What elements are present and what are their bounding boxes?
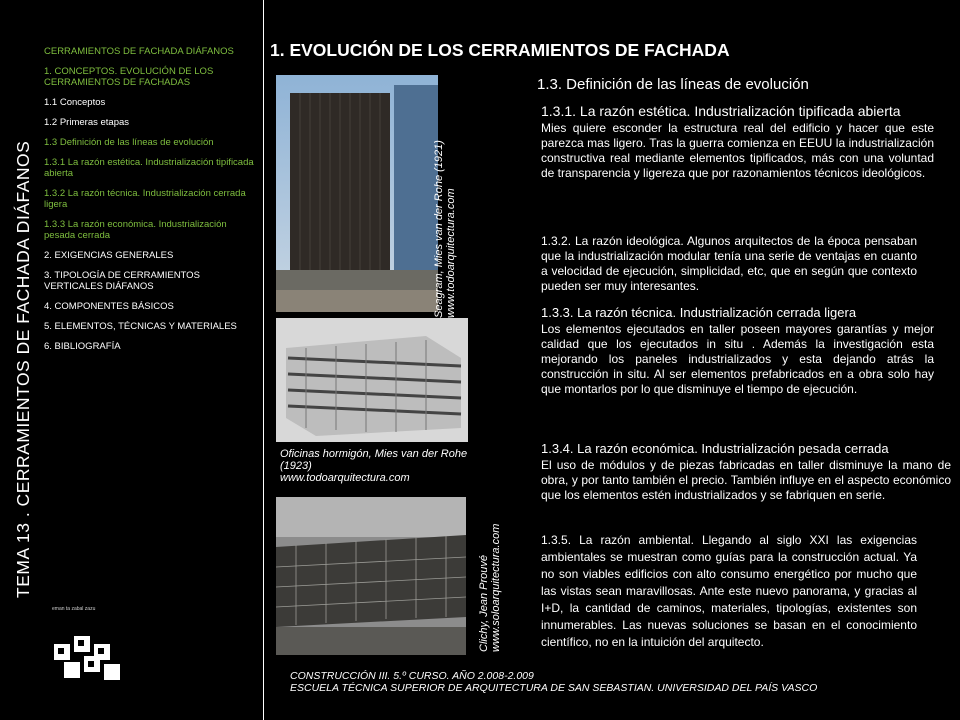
nav-item-elementos[interactable]: 5. ELEMENTOS, TÉCNICAS Y MATERIALES <box>44 321 237 332</box>
vertical-title-text: TEMA 13 . CERRAMIENTOS DE FACHADA DIÁFANOS <box>13 140 33 598</box>
vertical-divider <box>263 0 264 720</box>
concrete-office-caption <box>280 448 470 484</box>
section-ideological: 1.3.2. La razón ideológica. Algunos arquitectos de la época pensaban que la industrialización modular tenía una serie de ventajas en cuanto a velocidad de ejecución, simplicidad, etc, que en según que contexto pueden ser muy interesantes. <box>541 234 917 293</box>
nav-item-razon-economica[interactable]: 1.3.3 La razón económica. Industrialización pesada cerrada <box>44 219 227 241</box>
seagram-building-photo <box>276 75 438 312</box>
nav-item-exigencias[interactable]: 2. EXIGENCIAS GENERALES <box>44 250 174 261</box>
nav-item-bibliografia[interactable]: 6. BIBLIOGRAFÍA <box>44 341 121 352</box>
nav-item-primeras-etapas[interactable]: 1.2 Primeras etapas <box>44 117 130 128</box>
nav-item-razon-tecnica[interactable]: 1.3.2 La razón técnica. Industrialización cerrada ligera <box>44 188 246 210</box>
section-aesthetic-heading: 1.3.1. La razón estética. Industrialización tipificada abierta <box>541 103 901 119</box>
clichy-caption-source: www.soloarquitectura.com <box>490 523 502 652</box>
section-technical-heading: 1.3.3. La razón técnica. Industrialización cerrada ligera <box>541 305 857 320</box>
nav-item-razon-estetica[interactable]: 1.3.1 La razón estética. Industrialización tipificada abierta <box>44 157 254 179</box>
section-environmental: 1.3.5. La razón ambiental. Llegando al siglo XXI las exigencias ambientales se muestran como guías para la construcción actual. Ya no son viables edificios con alto consumo energético por mucho que las vistas sean maravillosas. Ante este nuevo panorama, y gracias al I+D, la cantidad de caminos, materiales, tipologías, existentes son innumerables. Las nuevas soluciones se basan en el conocimiento científico, no en la intuición del arquitecto. <box>541 533 917 649</box>
university-logo <box>50 606 130 686</box>
nav-item-conceptos[interactable]: 1.1 Conceptos <box>44 97 106 108</box>
sidebar-nav <box>44 46 256 361</box>
nav-item-conceptos-evolucion[interactable]: 1. CONCEPTOS. EVOLUCIÓN DE LOS CERRAMIENTOS DE FACHADAS <box>44 66 214 88</box>
section-technical-body: Los elementos ejecutados en taller poseen mayores garantías y mejor calidad que los ejecutados in situ . Además la investigación esta mejorando los paneles industrializados y esta dejando atrás la construcción in situ. Al ser elementos prefabricados en a obra solo hay que montarlos por lo que disminuye el tiempo de ejecución. <box>541 322 934 396</box>
vertical-slide-title <box>0 0 33 720</box>
clichy-caption <box>478 524 502 652</box>
section-technical <box>541 305 934 397</box>
nav-item-componentes[interactable]: 4. COMPONENTES BÁSICOS <box>44 301 174 312</box>
section-subtitle: 1.3. Definición de las líneas de evolución <box>537 76 809 93</box>
section-aesthetic <box>541 103 934 181</box>
nav-item-lineas-evolucion[interactable]: 1.3 Definición de las líneas de evolución <box>44 137 214 148</box>
footer <box>290 670 817 694</box>
nav-item-section-title[interactable]: CERRAMIENTOS DE FACHADA DIÁFANOS <box>44 46 234 57</box>
nav-item-tipologia[interactable]: 3. TIPOLOGÍA DE CERRAMIENTOS VERTICALES DIÁFANOS <box>44 270 200 292</box>
section-economic-heading: 1.3.4. La razón económica. Industrialización pesada cerrada <box>541 441 889 456</box>
footer-school: ESCUELA TÉCNICA SUPERIOR DE ARQUITECTURA DE SAN SEBASTIAN. UNIVERSIDAD DEL PAÍS VASCO <box>290 682 818 694</box>
section-economic-body: El uso de módulos y de piezas fabricadas en taller disminuye la mano de obra, y por tanto también el precio. También influye en el aspecto económico que los elementos estén industrializados y se fabriquen en serie. <box>541 458 951 502</box>
seagram-caption <box>433 140 457 318</box>
concrete-office-caption-title: Oficinas hormigón, Mies van der Rohe (1923) <box>280 448 468 472</box>
concrete-office-drawing <box>276 318 468 442</box>
seagram-caption-title: Seagram, Mies van der Rohe (1921) <box>433 140 445 318</box>
seagram-caption-source: www.todoarquitectura.com <box>445 188 457 318</box>
clichy-building-photo <box>276 497 466 655</box>
concrete-office-caption-source: www.todoarquitectura.com <box>280 472 410 484</box>
page-title: 1. EVOLUCIÓN DE LOS CERRAMIENTOS DE FACHADA <box>270 40 730 60</box>
section-economic <box>541 441 951 503</box>
footer-course: CONSTRUCCIÓN III. 5.º CURSO. AÑO 2.008-2.009 <box>290 670 534 682</box>
clichy-caption-title: Clichy, Jean Prouvé <box>478 554 490 652</box>
logo-motto: eman ta zabal zazu <box>52 606 96 612</box>
section-aesthetic-body: Mies quiere esconder la estructura real del edificio y hacer que este parezca mas ligero. Tras la guerra comienza en EEUU la industrialización constructiva real mediante elementos tipificados, más con una voluntad de transparencia y ligereza que por razonamientos técnicos ideológicos. <box>541 121 934 180</box>
